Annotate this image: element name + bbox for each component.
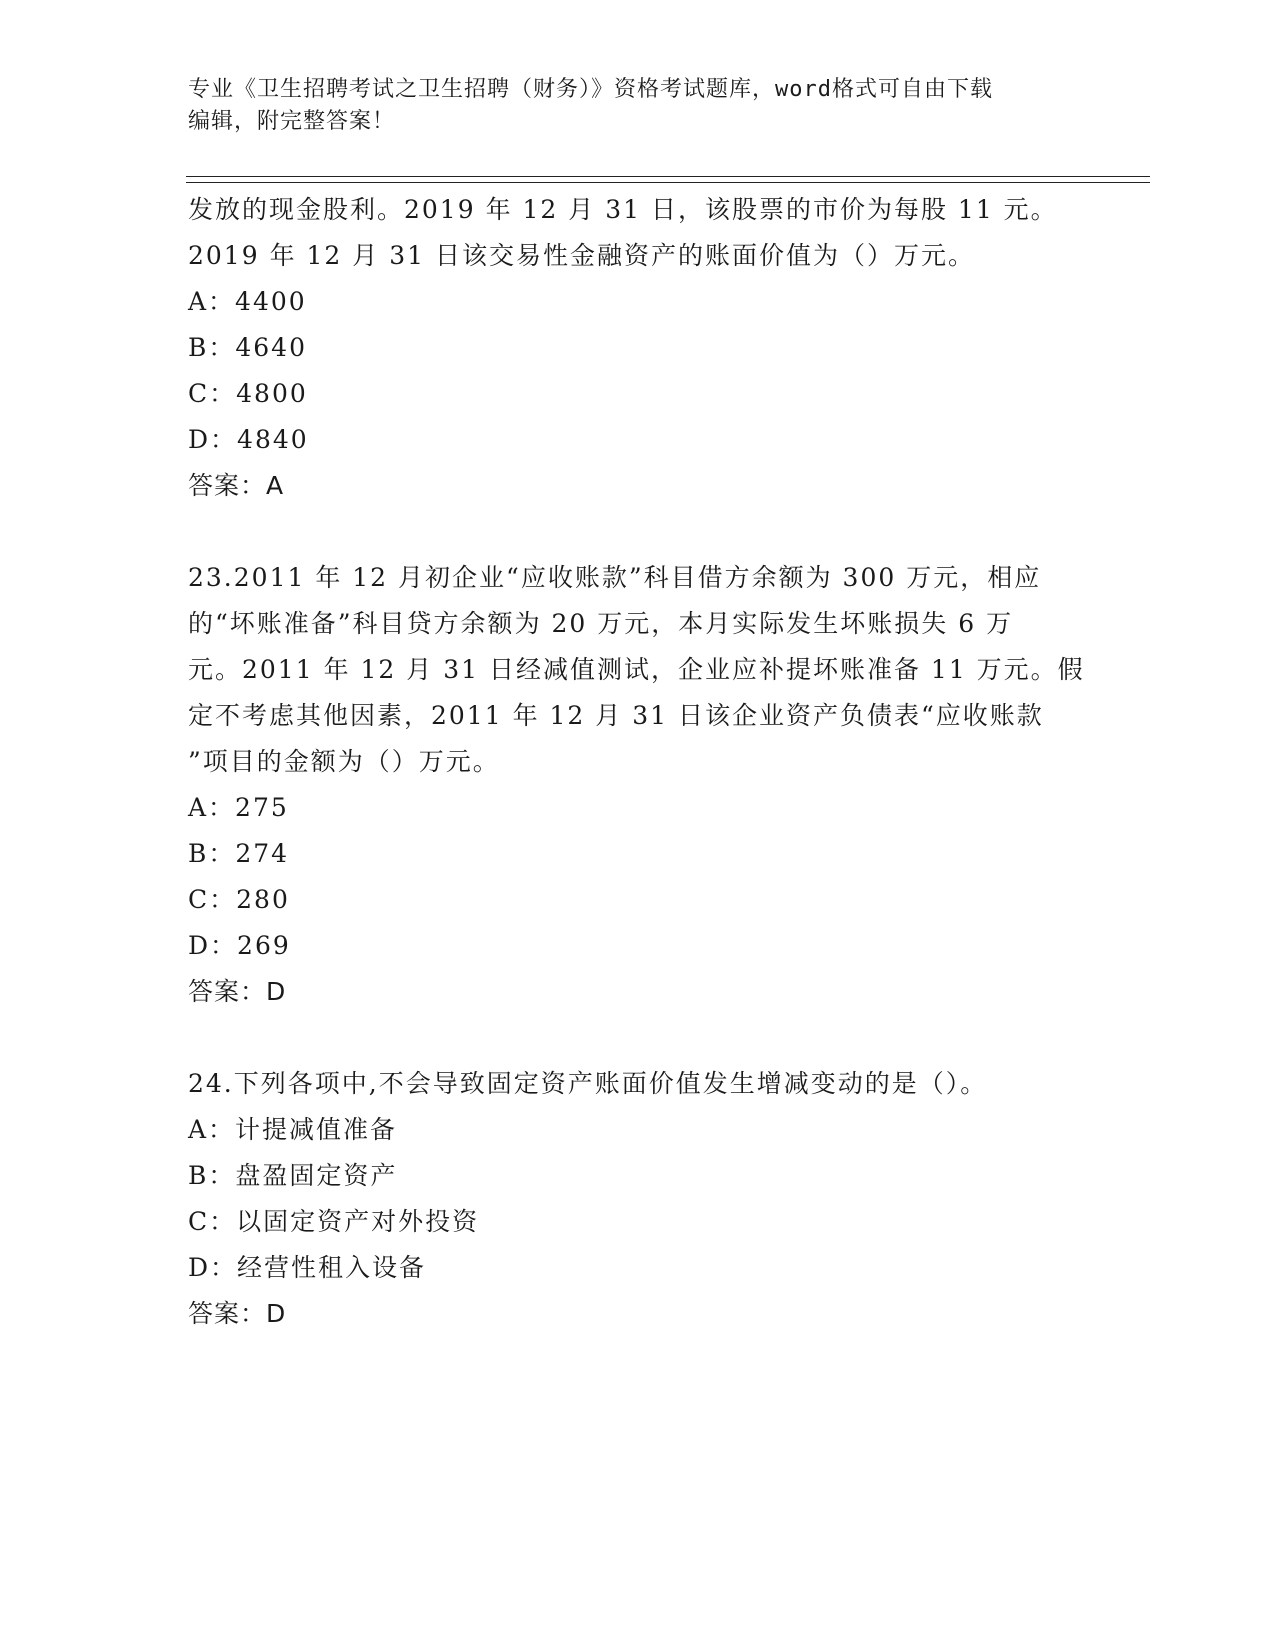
answer-label: 答案：A <box>188 471 285 500</box>
answer-label: 答案：D <box>188 977 287 1006</box>
question-24 <box>188 1061 1088 1337</box>
option-b: B：274 <box>188 839 290 868</box>
option-b: B：盘盈固定资产 <box>188 1161 398 1190</box>
header-divider-top <box>186 176 1150 177</box>
question-text-line: 元。2011 年 12 月 31 日经减值测试，企业应补提坏账准备 11 万元。假 <box>188 655 1085 684</box>
option-a: A：4400 <box>188 287 307 316</box>
header-line-2: 编辑，附完整答案！ <box>188 109 396 134</box>
answer-label: 答案：D <box>188 1299 287 1328</box>
question-text-line: 2019 年 12 月 31 日该交易性金融资产的账面价值为（）万元。 <box>188 241 975 270</box>
option-a: A：计提减值准备 <box>188 1115 398 1144</box>
option-d: D：269 <box>188 931 291 960</box>
header-divider-bottom <box>186 182 1150 183</box>
question-text-line: 24.下列各项中,不会导致固定资产账面价值发生增减变动的是（）。 <box>188 1069 988 1098</box>
option-c: C：以固定资产对外投资 <box>188 1207 480 1236</box>
question-23 <box>188 555 1088 1015</box>
question-content <box>188 187 1088 1337</box>
option-c: C：280 <box>188 885 290 914</box>
option-a: A：275 <box>188 793 289 822</box>
option-c: C：4800 <box>188 379 308 408</box>
question-22 <box>188 187 1088 509</box>
question-text-line: 23.2011 年 12 月初企业“应收账款”科目借方余额为 300 万元，相应 <box>188 563 1042 592</box>
option-d: D：经营性租入设备 <box>188 1253 427 1282</box>
option-b: B：4640 <box>188 333 307 362</box>
question-text-line: 发放的现金股利。2019 年 12 月 31 日，该股票的市价为每股 11 元。 <box>188 195 1058 224</box>
page-header <box>188 74 1088 138</box>
header-line-1: 专业《卫生招聘考试之卫生招聘（财务）》资格考试题库，word格式可自由下载 <box>188 77 993 102</box>
question-text-line: ”项目的金额为（）万元。 <box>188 747 500 776</box>
question-text-line: 定不考虑其他因素，2011 年 12 月 31 日该企业资产负债表“应收账款 <box>188 701 1044 730</box>
question-text-line: 的“坏账准备”科目贷方余额为 20 万元，本月实际发生坏账损失 6 万 <box>188 609 1014 638</box>
option-d: D：4840 <box>188 425 309 454</box>
